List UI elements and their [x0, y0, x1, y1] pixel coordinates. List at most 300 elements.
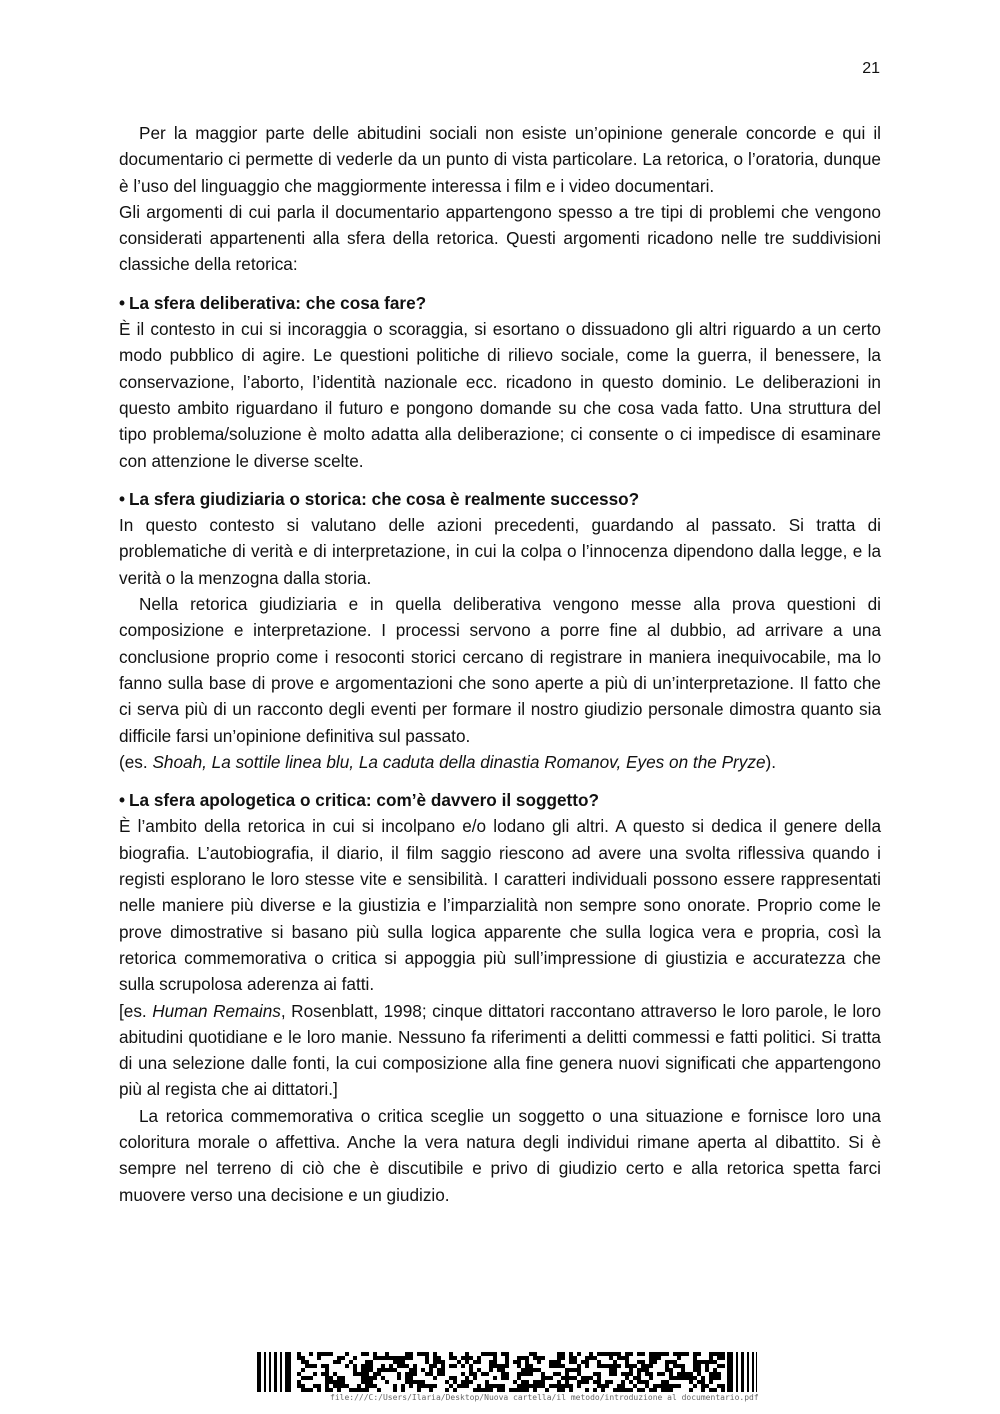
barcode-module [473, 1372, 477, 1376]
barcode-module [709, 1376, 713, 1380]
barcode-module [329, 1376, 333, 1380]
barcode-module [365, 1368, 369, 1372]
barcode-module [405, 1372, 409, 1376]
barcode-module [369, 1360, 373, 1364]
barcode-module [613, 1364, 617, 1368]
barcode-module [605, 1380, 609, 1384]
barcode-caption: file:///C:/Users/Ilaria/Desktop/Nuova cartella/il metodo/introduzione al documentario.pdf [330, 1393, 759, 1402]
barcode-module [421, 1384, 425, 1388]
barcode-module [353, 1388, 357, 1392]
bullet-icon: • [119, 292, 126, 313]
barcode-module [433, 1384, 437, 1388]
barcode-module [633, 1384, 637, 1388]
barcode-module [717, 1384, 721, 1388]
barcode-module [629, 1352, 633, 1356]
barcode-module [325, 1388, 329, 1392]
barcode-module [317, 1388, 321, 1392]
barcode-module [377, 1356, 381, 1360]
barcode-module [645, 1364, 649, 1368]
barcode-module [489, 1360, 493, 1364]
barcode-module [401, 1384, 405, 1388]
barcode-module [669, 1388, 673, 1392]
barcode-module [389, 1364, 393, 1368]
barcode-module [369, 1376, 373, 1380]
section-heading-giudiziaria [119, 486, 881, 512]
barcode-module [677, 1364, 681, 1368]
barcode-module [353, 1356, 357, 1360]
barcode-module [549, 1364, 553, 1368]
barcode-module [305, 1360, 309, 1364]
barcode-module [309, 1388, 313, 1392]
barcode-module [597, 1380, 601, 1384]
barcode-module [585, 1388, 589, 1392]
barcode-module [517, 1384, 521, 1388]
barcode-module [593, 1388, 597, 1392]
barcode-module [629, 1380, 633, 1384]
barcode-module [565, 1372, 569, 1376]
barcode-module [637, 1352, 641, 1356]
section-body-giudiziaria: In questo contesto si valutano delle azioni precedenti, guardando al passato. Si tratta di problematiche di verità e di interpretazione, in cui la colpa o l’innocenza dipendono dalla legge, e la verità o la menzogna dalla storia. [119, 515, 881, 588]
barcode-module [313, 1372, 317, 1376]
barcode-module [321, 1352, 325, 1356]
barcode-module [505, 1356, 509, 1360]
barcode-module [549, 1384, 553, 1388]
barcode-module [573, 1360, 577, 1364]
barcode-module [381, 1376, 385, 1380]
barcode-module [325, 1352, 329, 1356]
barcode-module [505, 1352, 509, 1356]
barcode-module [525, 1356, 529, 1360]
barcode-module [401, 1364, 405, 1368]
barcode-module [473, 1388, 477, 1392]
barcode-module [549, 1360, 553, 1364]
barcode-module [529, 1372, 533, 1376]
barcode-module [417, 1384, 421, 1388]
barcode-module [393, 1388, 397, 1392]
barcode-module [613, 1388, 617, 1392]
barcode-module [641, 1360, 645, 1364]
barcode-module [669, 1372, 673, 1376]
barcode-module [689, 1376, 693, 1380]
barcode-module [601, 1388, 605, 1392]
barcode-module [445, 1380, 449, 1384]
barcode-module [609, 1364, 613, 1368]
barcode-module [625, 1356, 629, 1360]
barcode-module [465, 1352, 469, 1356]
barcode-module [533, 1352, 537, 1356]
barcode-module [365, 1360, 369, 1364]
barcode-module [449, 1376, 453, 1380]
barcode-module [513, 1360, 517, 1364]
barcode-module [717, 1376, 721, 1380]
barcode-module [365, 1364, 369, 1368]
barcode-module [649, 1356, 653, 1360]
barcode-module [693, 1368, 697, 1372]
barcode-module [569, 1360, 573, 1364]
barcode-module [497, 1384, 501, 1388]
barcode-module [453, 1376, 457, 1380]
barcode-module [469, 1380, 473, 1384]
barcode-module [301, 1368, 305, 1372]
barcode-module [437, 1368, 441, 1372]
barcode-module [513, 1380, 517, 1384]
barcode-module [453, 1380, 457, 1384]
barcode-module [661, 1352, 665, 1356]
barcode-module [461, 1364, 465, 1368]
example-film-title: Human Remains [152, 1000, 281, 1021]
barcode-module [361, 1388, 365, 1392]
barcode-module [673, 1352, 677, 1356]
barcode-module [377, 1368, 381, 1372]
barcode-module [633, 1376, 637, 1380]
barcode-module [333, 1380, 337, 1384]
barcode-module [641, 1364, 645, 1368]
barcode-module [513, 1388, 517, 1392]
barcode-module [593, 1372, 597, 1376]
barcode-module [433, 1364, 437, 1368]
barcode-module [661, 1380, 665, 1384]
barcode-module [301, 1388, 305, 1392]
barcode-module [321, 1364, 325, 1368]
barcode-module [453, 1388, 457, 1392]
barcode-module [557, 1388, 561, 1392]
barcode-module [609, 1372, 613, 1376]
barcode-module [585, 1356, 589, 1360]
barcode-module [381, 1364, 385, 1368]
barcode-module [381, 1356, 385, 1360]
barcode-module [353, 1368, 357, 1372]
barcode-module [645, 1372, 649, 1376]
barcode-module [317, 1356, 321, 1360]
barcode-module [297, 1372, 301, 1376]
barcode-module [561, 1364, 565, 1368]
example-description: , Rosenblatt, 1998; cinque dittatori raccontano attraverso le loro parole, le loro abitudini quotidiane e le loro manie. Nessuno fa riferimenti a delitti commessi e fatti politici. Si tratta di una selezione dalle fonti, la cui composizione alla fine genera nuovi significati che appartengono più al regista che ai dittatori.] [119, 1000, 882, 1100]
barcode-module [401, 1360, 405, 1364]
barcode-module [597, 1352, 601, 1356]
barcode-module [437, 1372, 441, 1376]
barcode-module [637, 1372, 641, 1376]
barcode-module [349, 1360, 353, 1364]
barcode-module [589, 1352, 593, 1356]
barcode-module [449, 1352, 453, 1356]
barcode-module [501, 1384, 505, 1388]
barcode-module [569, 1376, 573, 1380]
barcode-module [393, 1356, 397, 1360]
barcode-module [525, 1384, 529, 1388]
barcode-module [633, 1364, 637, 1368]
section-heading-text: La sfera deliberativa: che cosa fare? [129, 292, 427, 313]
barcode-module [625, 1352, 629, 1356]
barcode-module [709, 1388, 713, 1392]
barcode-module [581, 1380, 585, 1384]
barcode-module [325, 1368, 329, 1372]
barcode-module [657, 1356, 661, 1360]
barcode-module [701, 1384, 705, 1388]
barcode-module [629, 1364, 633, 1368]
barcode-module [405, 1352, 409, 1356]
barcode-module [465, 1380, 469, 1384]
barcode-module [597, 1376, 601, 1380]
barcode-module [501, 1364, 505, 1368]
barcode-module [505, 1372, 509, 1376]
barcode-module [489, 1364, 493, 1368]
barcode-module [525, 1372, 529, 1376]
barcode-module [585, 1364, 589, 1368]
barcode-module [721, 1352, 725, 1356]
barcode-module [629, 1372, 633, 1376]
example-open: (es. [119, 751, 153, 772]
barcode-module [697, 1364, 701, 1368]
barcode-module [621, 1356, 625, 1360]
barcode-module [533, 1368, 537, 1372]
barcode-module [353, 1372, 357, 1376]
barcode-module [501, 1372, 505, 1376]
barcode-module [561, 1356, 565, 1360]
barcode-module [337, 1388, 341, 1392]
barcode-module [525, 1388, 529, 1392]
barcode-module [561, 1384, 565, 1388]
barcode-module [389, 1368, 393, 1372]
barcode-module [617, 1364, 621, 1368]
barcode-image [257, 1352, 757, 1392]
barcode-module [693, 1352, 697, 1356]
barcode-module [565, 1384, 569, 1388]
barcode-module [665, 1352, 669, 1356]
barcode-module [521, 1380, 525, 1384]
barcode-module [713, 1376, 717, 1380]
barcode-module [533, 1356, 537, 1360]
barcode-module [693, 1360, 697, 1364]
barcode-module [341, 1376, 345, 1380]
barcode-module [325, 1380, 329, 1384]
barcode-module [617, 1352, 621, 1356]
barcode-module [465, 1356, 469, 1360]
barcode-module [473, 1376, 477, 1380]
barcode-module [637, 1368, 641, 1372]
barcode-module [701, 1376, 705, 1380]
barcode-module [297, 1380, 301, 1384]
barcode-module [389, 1356, 393, 1360]
barcode-module [529, 1384, 533, 1388]
barcode-module [577, 1380, 581, 1384]
barcode-module [501, 1388, 505, 1392]
barcode-module [637, 1360, 641, 1364]
barcode-module [625, 1360, 629, 1364]
barcode-module [593, 1356, 597, 1360]
barcode-module [713, 1352, 717, 1356]
barcode-module [653, 1356, 657, 1360]
barcode-module [669, 1384, 673, 1388]
barcode-module [517, 1388, 521, 1392]
section-heading-text: La sfera giudiziaria o storica: che cosa è realmente successo? [129, 488, 640, 509]
barcode-module [665, 1360, 669, 1364]
barcode-module [469, 1364, 473, 1368]
barcode-module [557, 1364, 561, 1368]
barcode-module [489, 1368, 493, 1372]
example-close: ). [765, 751, 777, 772]
barcode-module [605, 1364, 609, 1368]
barcode-module [317, 1384, 321, 1388]
bullet-icon: • [119, 488, 126, 509]
barcode-module [713, 1368, 717, 1372]
barcode-module [625, 1364, 629, 1368]
barcode-data-modules [297, 1352, 725, 1392]
barcode-module [693, 1376, 697, 1380]
barcode-module [601, 1352, 605, 1356]
barcode-module [381, 1368, 385, 1372]
barcode-module [537, 1360, 541, 1364]
barcode-module [473, 1360, 477, 1364]
barcode-module [641, 1368, 645, 1372]
barcode-module [657, 1372, 661, 1376]
barcode-module [397, 1360, 401, 1364]
barcode-module [425, 1360, 429, 1364]
example-open: [es. [119, 1000, 153, 1021]
barcode-module [361, 1372, 365, 1376]
barcode-module [709, 1372, 713, 1376]
barcode-module [505, 1364, 509, 1368]
barcode-module [449, 1356, 453, 1360]
barcode-module [325, 1364, 329, 1368]
barcode-module [393, 1368, 397, 1372]
barcode-module [705, 1364, 709, 1368]
barcode-module [477, 1360, 481, 1364]
barcode-module [361, 1380, 365, 1384]
barcode-module [369, 1380, 373, 1384]
barcode-module [397, 1372, 401, 1376]
barcode-module [693, 1384, 697, 1388]
barcode-module [557, 1384, 561, 1388]
barcode-module [529, 1368, 533, 1372]
barcode-module [437, 1356, 441, 1360]
barcode-module [617, 1356, 621, 1360]
example-film-titles: Shoah, La sottile linea blu, La caduta della dinastia Romanov, Eyes on the Pryze [152, 751, 766, 772]
barcode-module [537, 1380, 541, 1384]
barcode-module [441, 1368, 445, 1372]
barcode-module [337, 1384, 341, 1388]
barcode-module [553, 1372, 557, 1376]
barcode-module [413, 1364, 417, 1368]
barcode-module [441, 1364, 445, 1368]
barcode-module [589, 1376, 593, 1380]
barcode-module [441, 1372, 445, 1376]
barcode-module [641, 1380, 645, 1384]
section-example-apologetica [119, 998, 881, 1103]
barcode-module [409, 1356, 413, 1360]
barcode-module [681, 1372, 685, 1376]
barcode-module [521, 1388, 525, 1392]
barcode-module [429, 1388, 433, 1392]
barcode-start-bars [257, 1352, 291, 1392]
barcode-module [517, 1376, 521, 1380]
barcode-module [493, 1360, 497, 1364]
barcode-module [689, 1372, 693, 1376]
barcode-module [497, 1368, 501, 1372]
barcode-module [525, 1368, 529, 1372]
barcode-module [701, 1360, 705, 1364]
barcode-module [565, 1376, 569, 1380]
barcode-module [357, 1372, 361, 1376]
barcode-module [361, 1364, 365, 1368]
barcode-module [681, 1368, 685, 1372]
barcode-module [333, 1384, 337, 1388]
barcode-module [401, 1356, 405, 1360]
barcode-module [693, 1356, 697, 1360]
barcode-module [677, 1352, 681, 1356]
barcode-module [341, 1384, 345, 1388]
barcode-module [501, 1352, 505, 1356]
barcode-module [357, 1388, 361, 1392]
barcode-module [585, 1380, 589, 1384]
barcode-module [497, 1388, 501, 1392]
barcode-module [561, 1388, 565, 1392]
barcode-module [413, 1380, 417, 1384]
barcode-module [525, 1380, 529, 1384]
barcode-module [425, 1372, 429, 1376]
barcode-module [589, 1356, 593, 1360]
barcode-module [449, 1384, 453, 1388]
barcode-module [597, 1360, 601, 1364]
barcode-module [645, 1368, 649, 1372]
barcode-module [649, 1376, 653, 1380]
barcode-module [653, 1352, 657, 1356]
barcode-module [409, 1384, 413, 1388]
barcode-module [705, 1360, 709, 1364]
barcode-module [305, 1364, 309, 1368]
barcode-module [485, 1388, 489, 1392]
barcode-module [601, 1364, 605, 1368]
barcode-module [533, 1380, 537, 1384]
barcode-module [625, 1372, 629, 1376]
barcode-module [553, 1384, 557, 1388]
section-heading-deliberativa [119, 290, 881, 316]
barcode-module [617, 1388, 621, 1392]
barcode-module [397, 1376, 401, 1380]
barcode-module [489, 1388, 493, 1392]
barcode-module [565, 1380, 569, 1384]
barcode-module [525, 1364, 529, 1368]
barcode-module [613, 1360, 617, 1364]
barcode-module [717, 1372, 721, 1376]
barcode-module [637, 1380, 641, 1384]
barcode-module [653, 1360, 657, 1364]
barcode-module [377, 1388, 381, 1392]
barcode-module [601, 1384, 605, 1388]
barcode-module [581, 1376, 585, 1380]
barcode-module [673, 1364, 677, 1368]
barcode-module [313, 1364, 317, 1368]
barcode-module [721, 1388, 725, 1392]
barcode-module [709, 1352, 713, 1356]
section-body-apologetica: È l’ambito della retorica in cui si incolpano e/o lodano gli altri. A questo si dedica il genere della biografia. L’autobiografia, il diario, il film saggio riescono ad avere una svolta riflessiva quando i registi esplorano le loro stesse vite e sensibilità. I caratteri individuali possono essere rappresentati nelle maniere più diverse e la giustizia e l’imparzialità non sempre sono onorate. Proprio come le prove dimostrative si basano più sulla logica apparente che sulla logica vera e propria, così la retorica commemorativa o critica si appoggia più sull’impressione di giustizia e accuratezza che sulla scrupolosa aderenza ai fatti. [119, 816, 881, 995]
barcode-module [721, 1356, 725, 1360]
barcode-module [637, 1376, 641, 1380]
section-body-giudiziaria-2: Nella retorica giudiziaria e in quella deliberativa vengono messe alla prova questioni di composizione e interpretazione. I processi servono a porre fine al dubbio, ad arrivare a una conclusione proprio come i resoconti storici cercano di registrare in maniera inequivocabile, ma lo fanno sulla base di prove e argomentazioni che sono aperte a più di un’interpretazione. Il fatto che ci serva più di un racconto degli eventi per formare il nostro giudizio personale dimostra quanto sia difficile farsi un’opinione definitiva sul passato. [119, 594, 881, 746]
barcode-module [461, 1384, 465, 1388]
barcode-module [421, 1380, 425, 1384]
barcode-module [533, 1388, 537, 1392]
barcode-module [373, 1376, 377, 1380]
barcode-module [613, 1372, 617, 1376]
barcode-module [413, 1372, 417, 1376]
barcode-module [517, 1372, 521, 1376]
bullet-icon: • [119, 790, 126, 811]
barcode-module [541, 1372, 545, 1376]
barcode-module [477, 1388, 481, 1392]
barcode-module [353, 1364, 357, 1368]
barcode-module [345, 1384, 349, 1388]
barcode-module [405, 1376, 409, 1380]
